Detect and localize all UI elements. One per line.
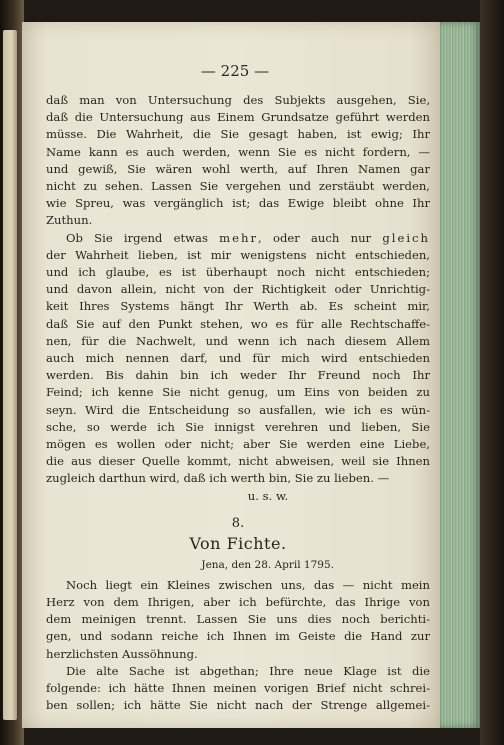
text-line: Die alte Sache ist abgethan; Ihre neue Klage ist die — [66, 663, 430, 678]
text-line: müsse. Die Wahrheit, die Sie gesagt haben, ist ewig; Ihr — [46, 127, 430, 142]
dateline: Jena, den 28. April 1795. — [201, 558, 334, 571]
text-span: mehr — [219, 230, 259, 245]
letter-body-2 — [46, 577, 430, 715]
text-line: Herz von dem Ihrigen, aber ich befürchte, das Ihrige von — [46, 595, 430, 610]
text-line: und davon allein, nicht von der Richtigkeit oder Unrichtig- — [46, 282, 430, 297]
text-line: Feind; ich kenne Sie nicht genug, um Eins von beiden zu — [46, 385, 430, 400]
text-span: Ob Sie irgend etwas — [66, 230, 220, 245]
page-text — [46, 92, 430, 715]
text-line: seyn. Wird die Entscheidung so ausfallen, wie ich es wün- — [46, 402, 430, 417]
section-number: 8. — [231, 515, 245, 531]
text-line: nicht zu sehen. Lassen Sie vergehen und zerstäubt werden, — [46, 179, 430, 194]
text-line: herzlichsten Aussöhnung. — [46, 646, 198, 661]
text-span: gleich — [382, 230, 430, 245]
text-line: dem meinigen trennt. Lassen Sie uns dies noch berichti- — [46, 612, 430, 627]
text-line: zugleich darthun wird, daß ich werth bin, Sie zu lieben. — — [46, 471, 390, 486]
text-line: Name kann es auch werden, wenn Sie es nicht fordern, — — [46, 144, 430, 159]
page-block-edge — [440, 22, 480, 728]
text-line: und ich glaube, es ist überhaupt noch nicht entschieden; — [46, 265, 430, 280]
letter-body — [46, 92, 430, 488]
text-line: mögen es wollen oder nicht; aber Sie werden eine Liebe, — [46, 437, 430, 452]
text-line: daß die Untersuchung aus Einem Grundsatze geführt werden — [46, 110, 430, 125]
text-line: folgende: ich hätte Ihnen meinen vorigen Brief nicht schrei- — [46, 681, 430, 696]
page-number: — 225 — — [200, 62, 270, 80]
background-right — [480, 0, 504, 745]
text-line: auch mich nennen darf, und für mich wird entschieden — [46, 351, 430, 366]
text-line: werden. Bis dahin bin ich weder Ihr Freund noch Ihr — [46, 368, 430, 383]
text-line: sche, so werde ich Sie innigst verehren und lieben, Sie — [46, 419, 430, 434]
text-line: gen, und sodann reiche ich Ihnen im Geiste die Hand zur — [46, 629, 430, 644]
text-line: keit Ihres Systems hängt Ihr Werth ab. Es scheint mir, — [46, 299, 430, 314]
section-title: Von Fichte. — [189, 533, 287, 553]
book-page — [22, 22, 442, 728]
facing-page-edge — [3, 30, 17, 720]
text-line — [46, 230, 430, 247]
text-line: der Wahrheit lieben, ist mir wenigstens nicht entschieden, — [46, 247, 430, 262]
text-line: nen, für die Nachwelt, und wenn ich nach diesem Allem — [46, 333, 430, 348]
closing-formula: u. s. w. — [247, 488, 289, 503]
text-line: und gewiß, Sie wären wohl werth, auf Ihren Namen gar — [46, 161, 430, 176]
text-line: die aus dieser Quelle kommt, nicht abweisen, weil sie Ihnen — [46, 454, 430, 469]
text-line: daß Sie auf den Punkt stehen, wo es für alle Rechtschaffe- — [46, 316, 430, 331]
text-line: ben sollen; ich hätte Sie nicht nach der Strenge allgemei- — [46, 698, 430, 713]
text-line: daß man von Untersuchung des Subjekts ausgehen, Sie, — [46, 93, 430, 107]
text-line: wie Spreu, was vergänglich ist; das Ewige bleibt ohne Ihr — [46, 196, 430, 211]
text-line: Zuthun. — [46, 213, 93, 228]
text-line: Noch liegt ein Kleines zwischen uns, das — nicht mein — [66, 577, 430, 592]
text-span: , oder auch nur — [258, 230, 383, 245]
